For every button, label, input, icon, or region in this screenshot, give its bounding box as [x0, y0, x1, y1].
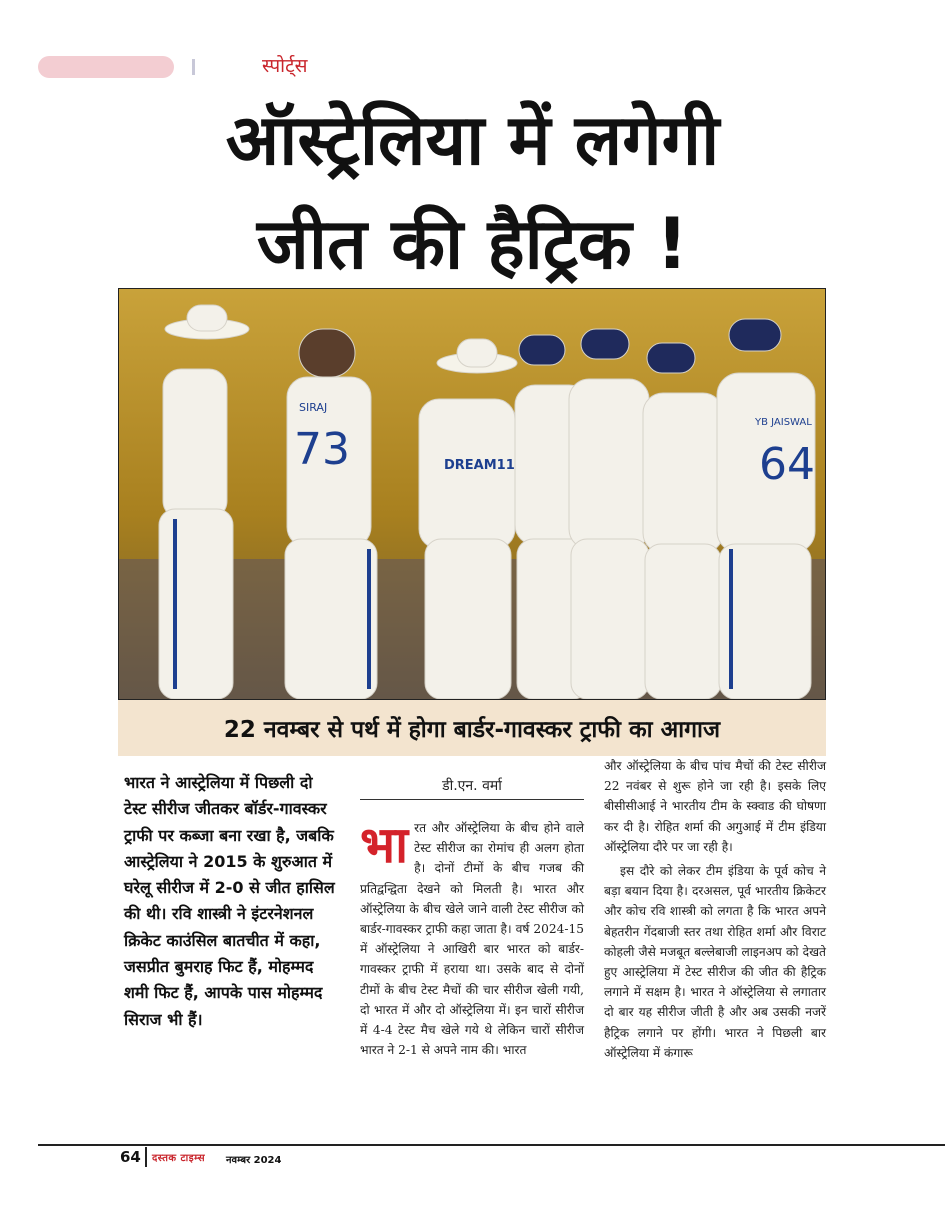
footer-rule — [38, 1144, 945, 1146]
section-divider — [192, 59, 195, 75]
headline-line-1: ऑस्ट्रेलिया में लगेगी — [225, 99, 720, 181]
cricket-team-photo — [118, 288, 826, 700]
jersey-name-right: YB JAISWAL — [755, 417, 812, 428]
footer-separator — [145, 1147, 147, 1167]
article-column-1 — [360, 818, 584, 1060]
headline — [0, 88, 945, 296]
article-column-2 — [604, 756, 826, 1063]
team-photo-illustration — [119, 289, 825, 699]
sponsor-logo: DREAM11 — [444, 458, 515, 473]
jersey-number-left: 73 — [294, 424, 350, 475]
drop-cap: भा — [360, 816, 409, 874]
jersey-number-right: 64 — [759, 439, 815, 490]
section-label: स्पोर्ट्स — [262, 55, 308, 77]
byline: डी.एन. वर्मा — [360, 776, 584, 800]
jersey-name-left: SIRAJ — [299, 401, 328, 414]
article-paragraph: और ऑस्ट्रेलिया के बीच पांच मैचों की टेस्ट सीरीज 22 नवंबर से शुरू होने जा रही है। इसके लिए बीसीसीआई ने भारतीय टीम के स्क्वाड की घोषणा कर दी है। रोहित शर्मा की अगुआई में टीम इंडिया ऑस्ट्रेलिया दौरे पर जा रही है। — [604, 759, 826, 854]
publication-logo: दस्तक टाइम्स — [152, 1153, 206, 1164]
article-paragraph: इस दौरे को लेकर टीम इंडिया के पूर्व कोच ने बड़ा बयान दिया है। दरअसल, पूर्व भारतीय क्रिकेटर और कोच रवि शास्त्री को लगता है कि भारत अपने बेहतरीन गेंदबाजी स्तर तथा रोहित शर्मा और विराट कोहली जैसे मजबूत बल्लेबाजी लाइनअप को देखते हुए आस्ट्रेलिया में टेस्ट सीरीज की जीत की हैट्रिक लगाने में सक्षम है। भारत ने ऑस्ट्रेलिया से लगातार दो बार यह सीरीज जीती है और अब उसकी नजरें हैट्रिक लगाने पर होंगी। भारत ने पिछली बार ऑस्ट्रेलिया में कंगारू — [604, 864, 826, 1060]
issue-date: नवम्बर 2024 — [226, 1155, 282, 1166]
photo-caption: 22 नवम्बर से पर्थ में होगा बार्डर-गावस्कर ट्राफी का आगाज — [118, 700, 826, 756]
headline-line-2: जीत की हैट्रिक ! — [256, 203, 689, 285]
article-column-1-text: रत और ऑस्ट्रेलिया के बीच होने वाले टेस्ट सीरीज का रोमांच ही अलग होता है। दोनों टीमों के बीच गजब की प्रतिद्वन्द्विता देखने को मिलती है। भारत और ऑस्ट्रेलिया के बीच खेले जाने वाली टेस्ट सीरीज को बार्डर-गावस्कर ट्राफी कहा जाता है। वर्ष 2024-15 में ऑस्ट्रेलिया ने आखिरी बार भारत को बार्डर-गावस्कर ट्राफी में हराया था। उसके बाद से दोनों टीमों के बीच टेस्ट मैचों की चार सीरीज खेली गयी, दो भारत में और दो ऑस्ट्रेलिया में। इन चारों सीरीज में 4-4 टेस्ट मैच खेले गये थे लेकिन चारों सीरीज भारत ने 2-1 से अपने नाम की। भारत — [360, 821, 584, 1058]
page-number: 64 — [120, 1148, 141, 1166]
section-pill — [38, 56, 174, 78]
intro-text: भारत ने आस्ट्रेलिया में पिछली दो टेस्ट सीरीज जीतकर बॉर्डर-गावस्कर ट्राफी पर कब्जा बना रखा है, जबकि आस्ट्रेलिया ने 2015 के शुरुआत में घरेलू सीरीज में 2-0 से जीत हासिल की थी। रवि शास्त्री ने इंटरनेशनल क्रिकेट काउंसिल बातचीत में कहा, जसप्रीत बुमराह फिट हैं, मोहम्मद शमी फिट हैं, आपके पास मोहम्मद सिराज भी हैं। — [124, 773, 335, 1029]
